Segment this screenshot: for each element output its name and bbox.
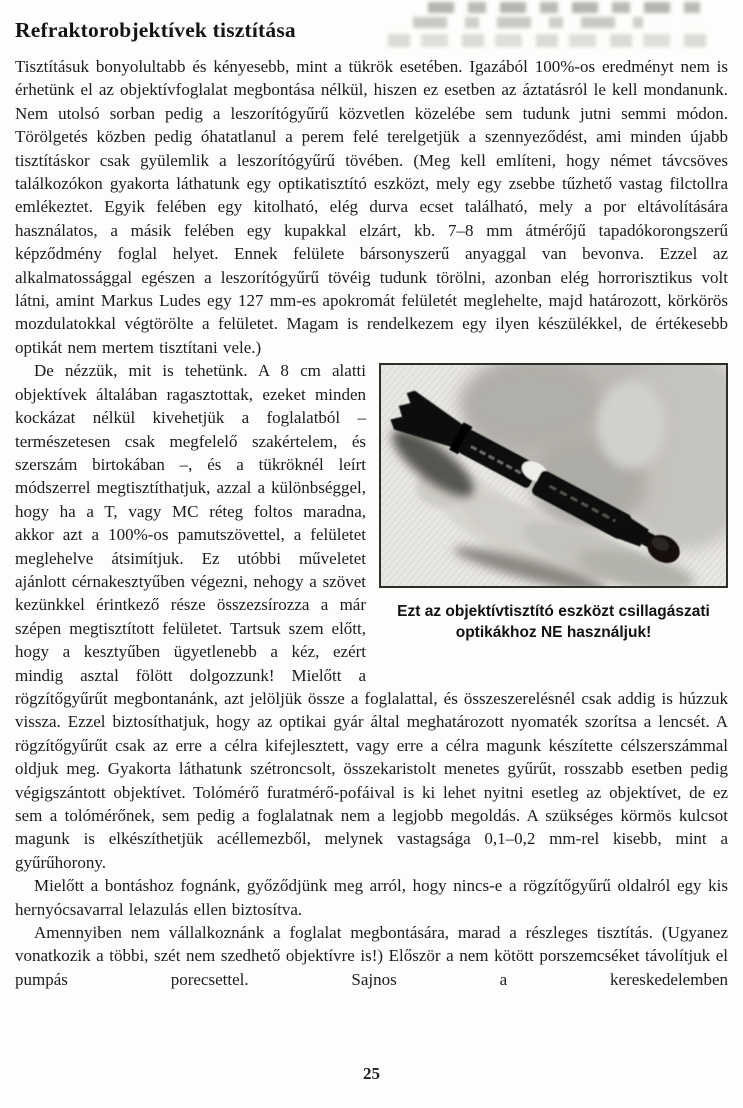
page-number: 25 — [363, 1064, 380, 1083]
scan-bleedthrough-artifact — [428, 2, 700, 13]
paragraph-partial-cleaning: Amennyiben nem vállalkoznánk a foglalat megbontására, marad a részleges tisztítás. (Ugyanez vonatkozik a többi, szét nem szedhető objektívre is!) Először a nem kötött porszemcséket távolítjuk el pumpás porecsettel. Sajnos a kereskedelemben — [15, 923, 728, 989]
paragraph-grub-screw: Mielőtt a bontáshoz fognánk, győződjünk meg arról, hogy nincs-e a rögzítőgyűrű oldalról egy kis hernyócsavarral lelazulás ellen biztosítva. — [15, 876, 728, 919]
photo-illustration — [381, 365, 726, 586]
figure-caption: Ezt az objektívtisztító eszközt csillagászati optikákhoz NE használjuk! — [397, 603, 710, 642]
page-title: Refraktorobjektívek tisztítása — [15, 18, 296, 42]
paragraph-intro: Tisztításuk bonyolultabb és kényesebb, mint a tükrök esetében. Igazából 100%-os eredményt nem is érhetünk el az objektívfoglalat megbontása nélkül, hiszen ez esetben az áztatásról le kell mondanunk. Nem utolsó sorban pedig a leszorítógyűrű közvetlen közelébe sem tudunk jutni semmi módon. Törölgetés közben pedig óhatatlanul a perem felé terelgetjük a szennyeződést, ami minden újabb tisztításkor csak gyülemlik a leszorítógyűrű tövében. (Meg kell említeni, hogy német távcsöves találkozókon gyakorta láthatunk egy optikatisztító eszközt, mely egy zsebbe tűzhető vastag filctollra emlékeztet. Egyik felében egy kitolható, elég durva ecset található, mely a por eltávolítására használatos, a másik felében egy kupakkal elzárt, kb. 7–8 mm átmérőjű tapadókorongszerű képződmény foglal helyet. Ennek felülete bársonyszerű anyaggal van bevonva. Ezzel az alkalmatossággal egészen a leszorítógyűrű tövéig tudunk törölni, azonban elég horrorisztikus volt látni, amint Markus Ludes egy 127 mm-es apokromát felületét meglehelte, majd határozott, körkörös mozdulatokkal végtörölte a felületet. Magam is rendelkezem egy ilyen készülékkel, de értékesebb optikát nem mertem tisztítani vele.) — [15, 57, 728, 357]
hand-holding-lens-cleaning-pen-photo — [379, 363, 728, 588]
figure — [379, 363, 728, 643]
figure-and-text-section — [15, 359, 728, 874]
paragraph-disassembly: De nézzük, mit is tehetünk. A 8 cm alatti objektívek általában ragasztottak, ezeket minden kockázat nélkül kivehetjük a foglalatból – természetesen csak megfelelő szakértelem, és szerszám birtokában –, és a tükröknél leírt módszerrel megtisztíthatjuk, azzal a különbséggel, hogy ha a T, vagy MC réteg foltos maradna, akkor azt a 100%-os pamutszövettel, a felületet meglehelve átsimítjuk. Ez utóbbi műveletet ajánlott cérnakesztyűben végezni, nehogy a szövet kezünkkel érintkező része összezsírozza a már szépen megtisztított felületet. Tartsuk szem előtt, hogy a kesztyűben ügyetlenebb a kéz, ezért mindig asztal fölött dolgozzunk! Mielőtt a rögzítőgyűrűt megbontanánk, azt jelöljük össze a foglalattal, és összeszerelésnél csak addig is húzzuk vissza. Ezzel biztosíthatjuk, hogy az optikai gyár által meghatározott nyomaték szorítsa a lencsét. A rögzítőgyűrűt csak az erre a célra kifejlesztett, vagy erre a célra magunk készítette célszerszámmal oldjuk meg. Gyakorta láthatunk szétroncsolt, összekaristolt menetes gyűrűt, rosszabb esetben pedig végigszántott objektívet. Tolómérő furatmérő-pofáival is ki lehet nyitni esetleg az objektívet, de ez sem a tolómérőnek, sem pedig a foglalatnak nem a legjobb megoldás. A szükséges körmös kulcsot magunk is elkészíthetjük acéllemezből, melynek vastagsága 0,1–0,2 mm-rel kisebb, mint a gyűrűhorony. — [15, 361, 728, 872]
